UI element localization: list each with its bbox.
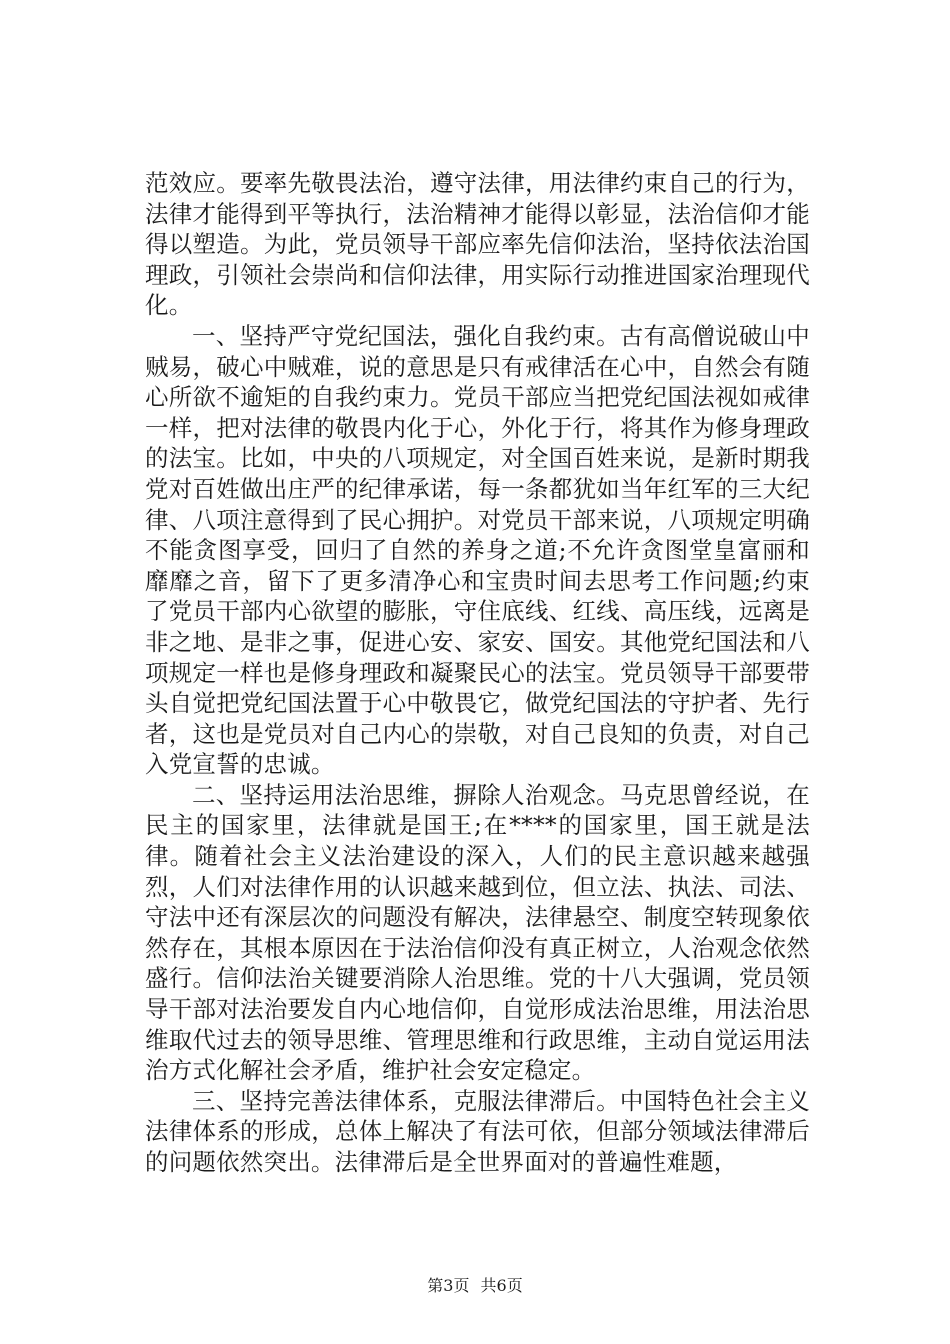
page-footer bbox=[0, 1273, 950, 1296]
paragraph-section-three: 三、坚持完善法律体系，克服法律滞后。中国特色社会主义法律体系的形成，总体上解决了有法可依，但部分领域法律滞后的问题依然突出。法律滞后是全世界面对的普遍性难题， bbox=[145, 1086, 810, 1176]
document-body bbox=[145, 168, 810, 1178]
page-number: 第3页 bbox=[427, 1276, 470, 1295]
paragraph-section-two: 二、坚持运用法治思维，摒除人治观念。马克思曾经说，在民主的国家里，法律就是国王;在****的国家里，国王就是法律。随着社会主义法治建设的深入，人们的民主意识越来越强烈，人们对法律作用的认识越来越到位，但立法、执法、司法、守法中还有深层次的问题没有解决，法律悬空、制度空转现象依然存在，其根本原因在于法治信仰没有真正树立，人治观念依然盛行。信仰法治关键要消除人治思维。党的十八大强调，党员领导干部对法治要发自内心地信仰，自觉形成法治思维，用法治思维取代过去的领导思维、管理思维和行政思维，主动自觉运用法治方式化解社会矛盾，维护社会安定稳定。 bbox=[145, 780, 810, 1085]
paragraph-section-one: 一、坚持严守党纪国法，强化自我约束。古有高僧说破山中贼易，破心中贼难，说的意思是只有戒律活在心中，自然会有随心所欲不逾矩的自我约束力。党员干部应当把党纪国法视如戒律一样，把对法律的敬畏内化于心，外化于行，将其作为修身理政的法宝。比如，中央的八项规定，对全国百姓来说，是新时期我党对百姓做出庄严的纪律承诺，每一条都犹如当年红军的三大纪律、八项注意得到了民心拥护。对党员干部来说，八项规定明确不能贪图享受，回归了自然的养身之道;不允许贪图堂皇富丽和靡靡之音，留下了更多清净心和宝贵时间去思考工作问题;约束了党员干部内心欲望的膨胀，守住底线、红线、高压线，远离是非之地、是非之事，促进心安、家安、国安。其他党纪国法和八项规定一样也是修身理政和凝聚民心的法宝。党员领导干部要带头自觉把党纪国法置于心中敬畏它，做党纪国法的守护者、先行者，这也是党员对自己内心的崇敬，对自己良知的负责，对自己入党宣誓的忠诚。 bbox=[145, 321, 810, 779]
paragraph-continuation: 范效应。要率先敬畏法治，遵守法律，用法律约束自己的行为，法律才能得到平等执行，法治精神才能得以彰显，法治信仰才能得以塑造。为此，党员领导干部应率先信仰法治，坚持依法治国理政，引领社会崇尚和信仰法律，用实际行动推进国家治理现代化。 bbox=[145, 169, 810, 320]
page-total: 共6页 bbox=[480, 1276, 523, 1295]
